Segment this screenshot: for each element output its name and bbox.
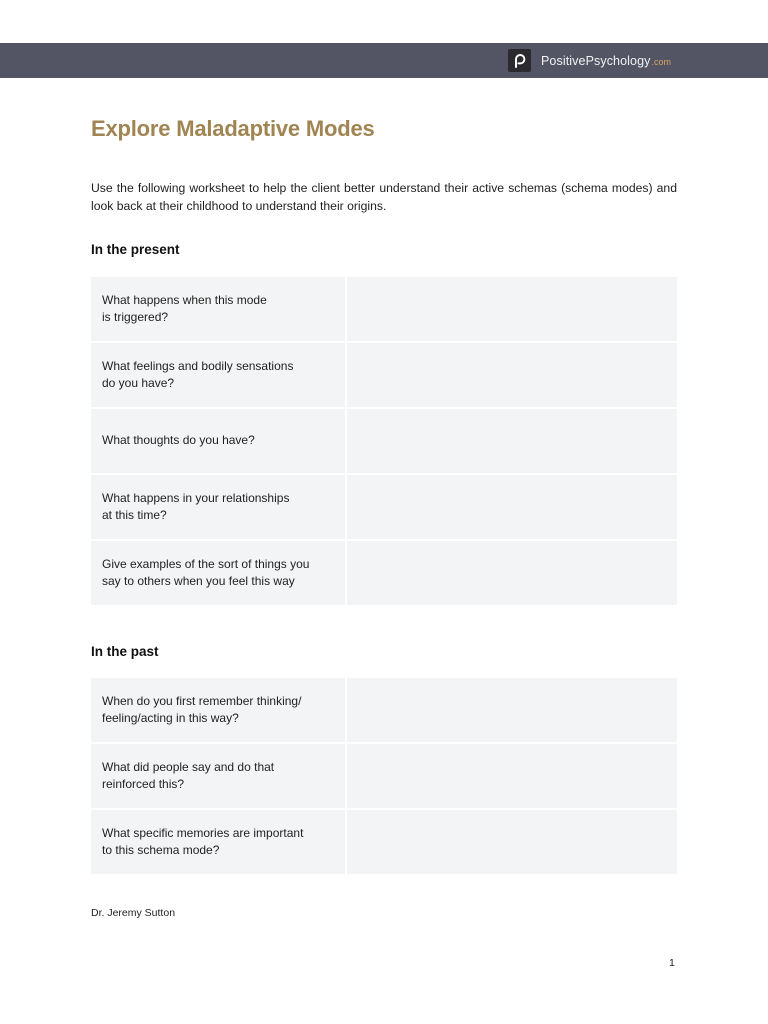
table-row	[91, 475, 677, 539]
section-heading-past: In the past	[91, 644, 159, 659]
answer-cell[interactable]	[347, 277, 677, 341]
question-cell: What happens in your relationships at this time?	[91, 475, 345, 539]
answer-cell[interactable]	[347, 343, 677, 407]
table-row	[91, 744, 677, 808]
p-logo-icon	[508, 49, 531, 72]
question-cell: What feelings and bodily sensations do you have?	[91, 343, 345, 407]
header-bar	[0, 43, 768, 78]
answer-cell[interactable]	[347, 475, 677, 539]
section-heading-present: In the present	[91, 242, 180, 257]
answer-cell[interactable]	[347, 409, 677, 473]
question-cell: When do you first remember thinking/ feeling/acting in this way?	[91, 678, 345, 742]
author-credit: Dr. Jeremy Sutton	[91, 907, 176, 919]
page-number: 1	[669, 957, 675, 969]
answer-cell[interactable]	[347, 541, 677, 605]
table-row	[91, 343, 677, 407]
answer-cell[interactable]	[347, 744, 677, 808]
intro-paragraph: Use the following worksheet to help the client better understand their active schemas (schema modes) and look back at their childhood to understand their origins.	[91, 181, 677, 213]
brand-link[interactable]	[508, 49, 671, 72]
question-cell: What happens when this mode is triggered?	[91, 277, 345, 341]
brand-name: PositivePsychology	[541, 53, 651, 68]
question-cell: What did people say and do that reinforced this?	[91, 744, 345, 808]
past-table	[91, 678, 677, 876]
page-title: Explore Maladaptive Modes	[91, 116, 375, 141]
present-table	[91, 277, 677, 607]
table-row	[91, 409, 677, 473]
question-cell: What thoughts do you have?	[91, 409, 345, 473]
table-row	[91, 810, 677, 874]
table-row	[91, 678, 677, 742]
table-row	[91, 541, 677, 605]
brand-tld: .com	[651, 56, 672, 67]
question-cell: What specific memories are important to this schema mode?	[91, 810, 345, 874]
answer-cell[interactable]	[347, 678, 677, 742]
answer-cell[interactable]	[347, 810, 677, 874]
question-cell: Give examples of the sort of things you say to others when you feel this way	[91, 541, 345, 605]
table-row	[91, 277, 677, 341]
